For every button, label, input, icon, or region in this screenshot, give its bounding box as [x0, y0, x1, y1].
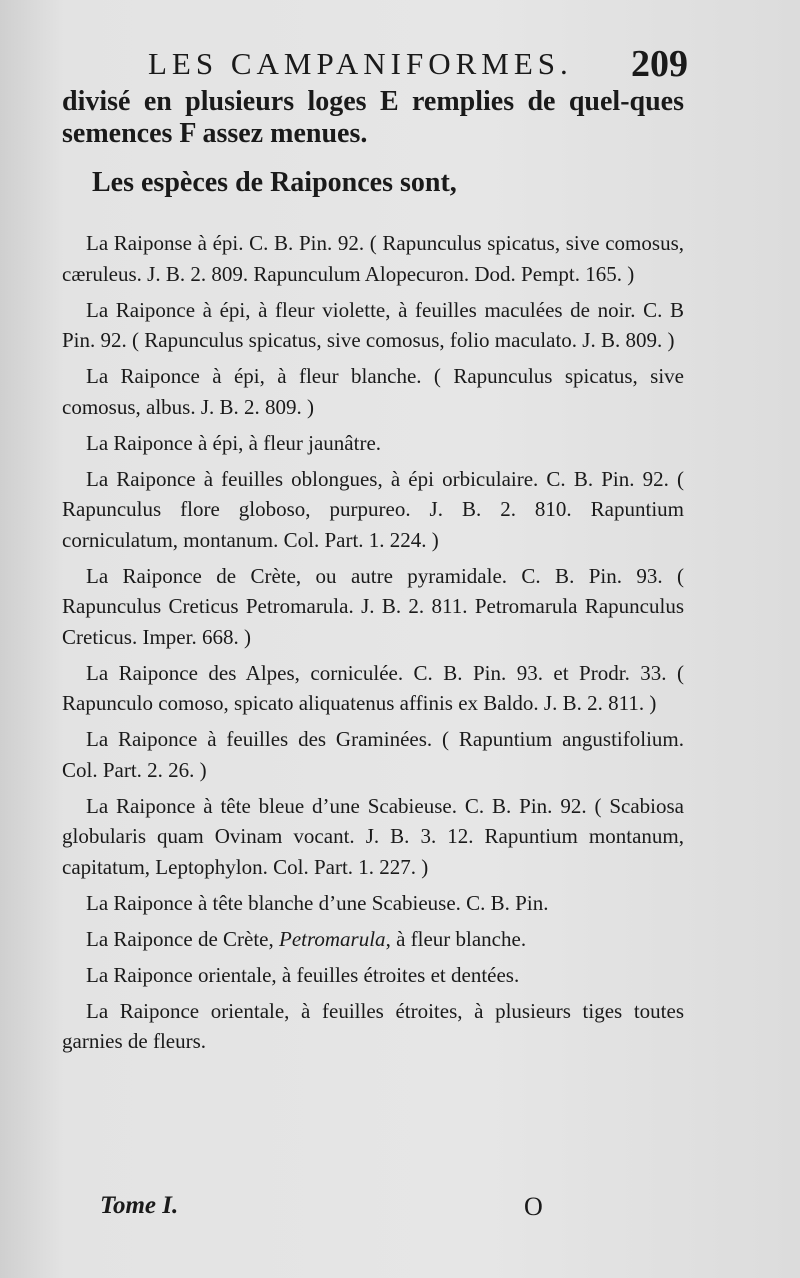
- species-entry: La Raiponce à tête bleue d’une Scabieuse. C. B. Pin. 92. ( Scabiosa globularis quam Ovinam vocant. J. B. 3. 12. Rapuntium montanum, capitatum, Leptophylon. Col. Part. 1. 227. ): [62, 793, 684, 879]
- body-text: [62, 86, 684, 1062]
- entry-italic-name: Petromarula: [279, 926, 386, 951]
- page-footer: [100, 1192, 560, 1228]
- page-number: 209: [631, 43, 688, 85]
- signature-mark: O: [524, 1192, 543, 1221]
- section-heading: Les espèces de Raiponces sont,: [92, 167, 457, 198]
- species-entry: [62, 924, 684, 955]
- running-head: [148, 40, 688, 90]
- species-entry: La Raiponce à épi, à fleur violette, à feuilles maculées de noir. C. B Pin. 92. ( Rapunculus spicatus, sive comosus, folio maculato. J. B. 809. ): [62, 297, 684, 352]
- species-entry: La Raiponce à épi, à fleur blanche. ( Rapunculus spicatus, sive comosus, albus. J. B. 2. 809. ): [62, 364, 684, 419]
- species-entry: La Raiponce à feuilles oblongues, à épi orbiculaire. C. B. Pin. 92. ( Rapunculus flore globoso, purpureo. J. B. 2. 810. Rapuntium corniculatum, montanum. Col. Part. 1. 224. ): [62, 466, 684, 552]
- species-entry: La Raiponse à épi. C. B. Pin. 92. ( Rapunculus spicatus, sive comosus, cæruleus. J. B. 2. 809. Rapunculum Alopecuron. Dod. Pempt. 165. ): [62, 231, 684, 286]
- species-entry: La Raiponce de Crète, ou autre pyramidale. C. B. Pin. 93. ( Rapunculus Creticus Petromarula. J. B. 2. 811. Petromarula Rapunculus Creticus. Imper. 668. ): [62, 563, 684, 649]
- volume-label: Tome I.: [100, 1192, 179, 1219]
- species-entry: La Raiponce orientale, à feuilles étroites et dentées.: [86, 962, 520, 987]
- entry-text-before: La Raiponce de Crète,: [86, 926, 279, 951]
- species-list: [62, 228, 684, 1057]
- species-entry: La Raiponce orientale, à feuilles étroites, à plusieurs tiges toutes garnies de fleurs.: [62, 998, 684, 1053]
- species-entry: La Raiponce des Alpes, corniculée. C. B. Pin. 93. et Prodr. 33. ( Rapunculo comoso, spicato aliquatenus affinis ex Baldo. J. B. 2. 811. ): [62, 660, 684, 715]
- species-entry: La Raiponce à tête blanche d’une Scabieuse. C. B. Pin.: [86, 890, 549, 915]
- species-entry: La Raiponce à feuilles des Graminées. ( Rapuntium angustifolium. Col. Part. 2. 26. ): [62, 727, 684, 782]
- continuation-text: divisé en plusieurs loges E remplies de quel-ques semences F assez menues.: [62, 86, 684, 149]
- species-entry: La Raiponce à épi, à fleur jaunâtre.: [86, 430, 382, 455]
- running-title: LES CAMPANIFORMES.: [148, 46, 573, 81]
- entry-text-after: , à fleur blanche.: [385, 926, 527, 951]
